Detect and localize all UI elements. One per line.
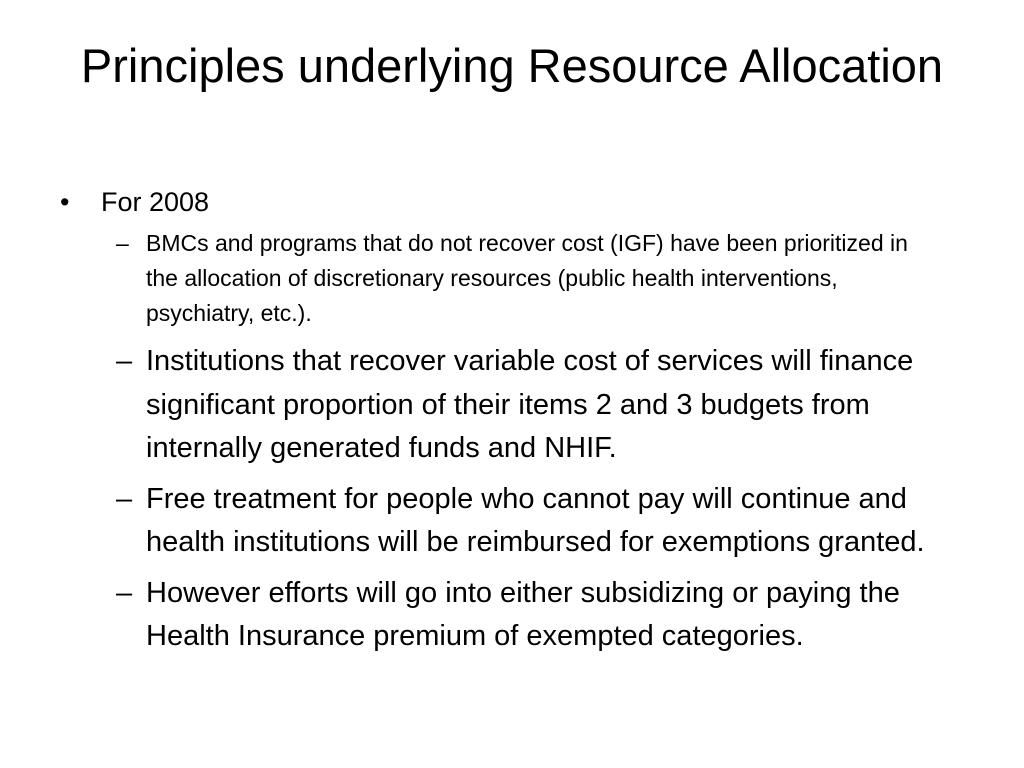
dash-marker: – [116, 576, 133, 609]
dash-marker: – [116, 345, 133, 377]
dash-marker: – [116, 482, 133, 515]
sub-bullet-item [0, 478, 1024, 565]
sub-bullet-text: Institutions that recover variable cost of services will finance significant proportion of their items 2 and 3 budgets from internally generated funds and NHIF. [146, 345, 914, 464]
slide-title: Principles underlying Resource Allocation [80, 39, 944, 92]
sub-bullet-text: BMCs and programs that do not recover cost (IGF) have been prioritized in the allocation of discretionary resources (public health interventions, psychiatry, etc.). [146, 230, 908, 326]
sub-bullet-item [0, 226, 1024, 331]
sub-bullet-item [0, 340, 1024, 471]
bullet-text: For 2008 [101, 187, 210, 217]
sub-bullet-text: Free treatment for people who cannot pay will continue and health institutions will be reimbursed for exemptions granted. [146, 482, 925, 558]
dash-marker: – [116, 230, 129, 256]
bullet-item-for-2008 [0, 184, 1024, 220]
sub-bullet-text: However efforts will go into either subsidizing or paying the Health Insurance premium of exempted categories. [146, 576, 900, 652]
slide-body [0, 184, 1024, 666]
sub-bullet-item [0, 572, 1024, 659]
bullet-marker: • [60, 187, 70, 217]
